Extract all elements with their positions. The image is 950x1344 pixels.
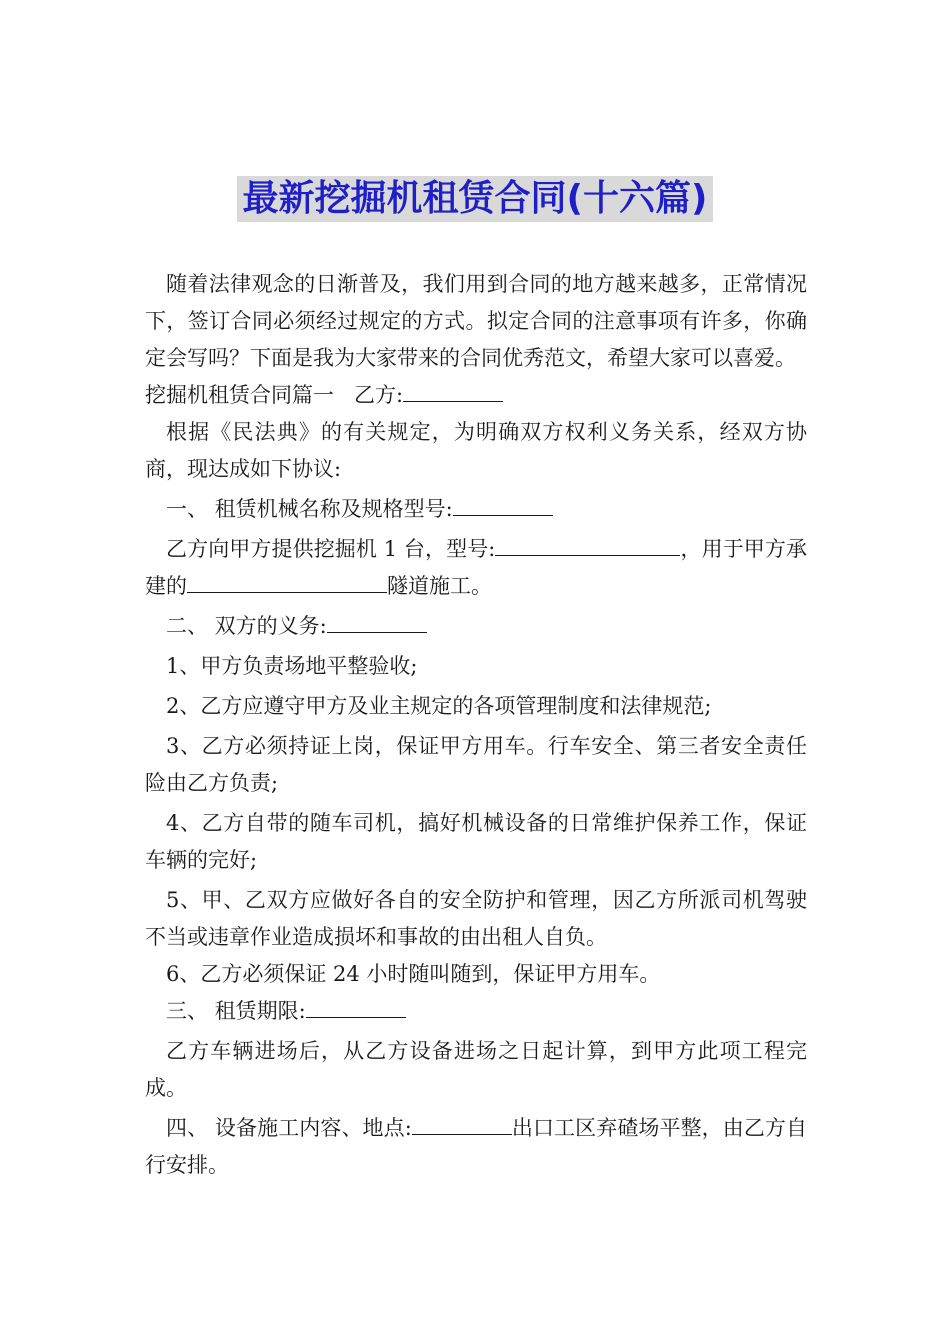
section3-heading	[145, 993, 807, 1030]
section3-blank	[306, 995, 406, 1018]
contract-title: 挖掘机租赁合同篇一	[145, 383, 334, 407]
contract-header-line	[145, 377, 807, 414]
section2-item-6: 6、乙方必须保证 24 小时随叫随到，保证甲方用车。	[166, 962, 661, 986]
section2-blank	[327, 610, 427, 633]
basis-paragraph: 根据《民法典》的有关规定，为明确双方权利义务关系，经双方协商，现达成如下协议:	[145, 420, 807, 481]
section2-item-3: 3、乙方必须持证上岗，保证甲方用车。行车安全、第三者安全责任险由乙方负责;	[145, 734, 807, 795]
model-blank	[495, 533, 680, 556]
party-b-label: 乙方:	[354, 383, 404, 407]
section4-heading-text: 四、 设备施工内容、地点:	[166, 1116, 412, 1140]
section1-blank	[453, 493, 553, 516]
intro-paragraph: 随着法律观念的日渐普及，我们用到合同的地方越来越多，正常情况下，签订合同必须经过规定的方式。拟定合同的注意事项有许多，你确定会写吗？下面是我为大家带来的合同优秀范文，希望大家可以喜爱。	[145, 272, 807, 370]
section2-item-2: 2、乙方应遵守甲方及业主规定的各项管理制度和法律规范;	[166, 694, 712, 718]
party-b-blank	[403, 379, 503, 402]
section4-text: 出口工区弃碴场平整，由乙方自行安排。	[145, 1116, 808, 1177]
section1-text-a: 乙方向甲方提供挖掘机 1 台，型号:	[166, 537, 496, 561]
section4-blank	[412, 1112, 512, 1135]
section1-paragraph	[145, 531, 807, 605]
section4-paragraph	[145, 1110, 807, 1184]
section2-item-4: 4、乙方自带的随车司机，搞好机械设备的日常维护保养工作，保证车辆的完好;	[145, 811, 807, 872]
document-body	[145, 266, 807, 1184]
document-title: 最新挖掘机租赁合同(十六篇)	[237, 176, 714, 222]
section2-heading	[145, 608, 807, 645]
section3-paragraph: 乙方车辆进场后，从乙方设备进场之日起计算，到甲方此项工程完成。	[145, 1039, 807, 1100]
project-blank	[187, 570, 387, 593]
section1-heading-text: 一、 租赁机械名称及规格型号:	[166, 497, 453, 521]
section1-heading	[145, 491, 807, 528]
section2-item-1: 1、甲方负责场地平整验收;	[166, 654, 418, 678]
title-container	[0, 176, 950, 222]
section2-item-5: 5、甲、乙双方应做好各自的安全防护和管理，因乙方所派司机驾驶不当或违章作业造成损坏和事故的由出租人自负。	[145, 888, 807, 949]
section3-heading-text: 三、 租赁期限:	[166, 999, 306, 1023]
section1-text-b: ，用于甲方承建的	[145, 537, 807, 598]
section1-text-c: 隧道施工。	[387, 574, 492, 598]
section2-heading-text: 二、 双方的义务:	[166, 614, 327, 638]
